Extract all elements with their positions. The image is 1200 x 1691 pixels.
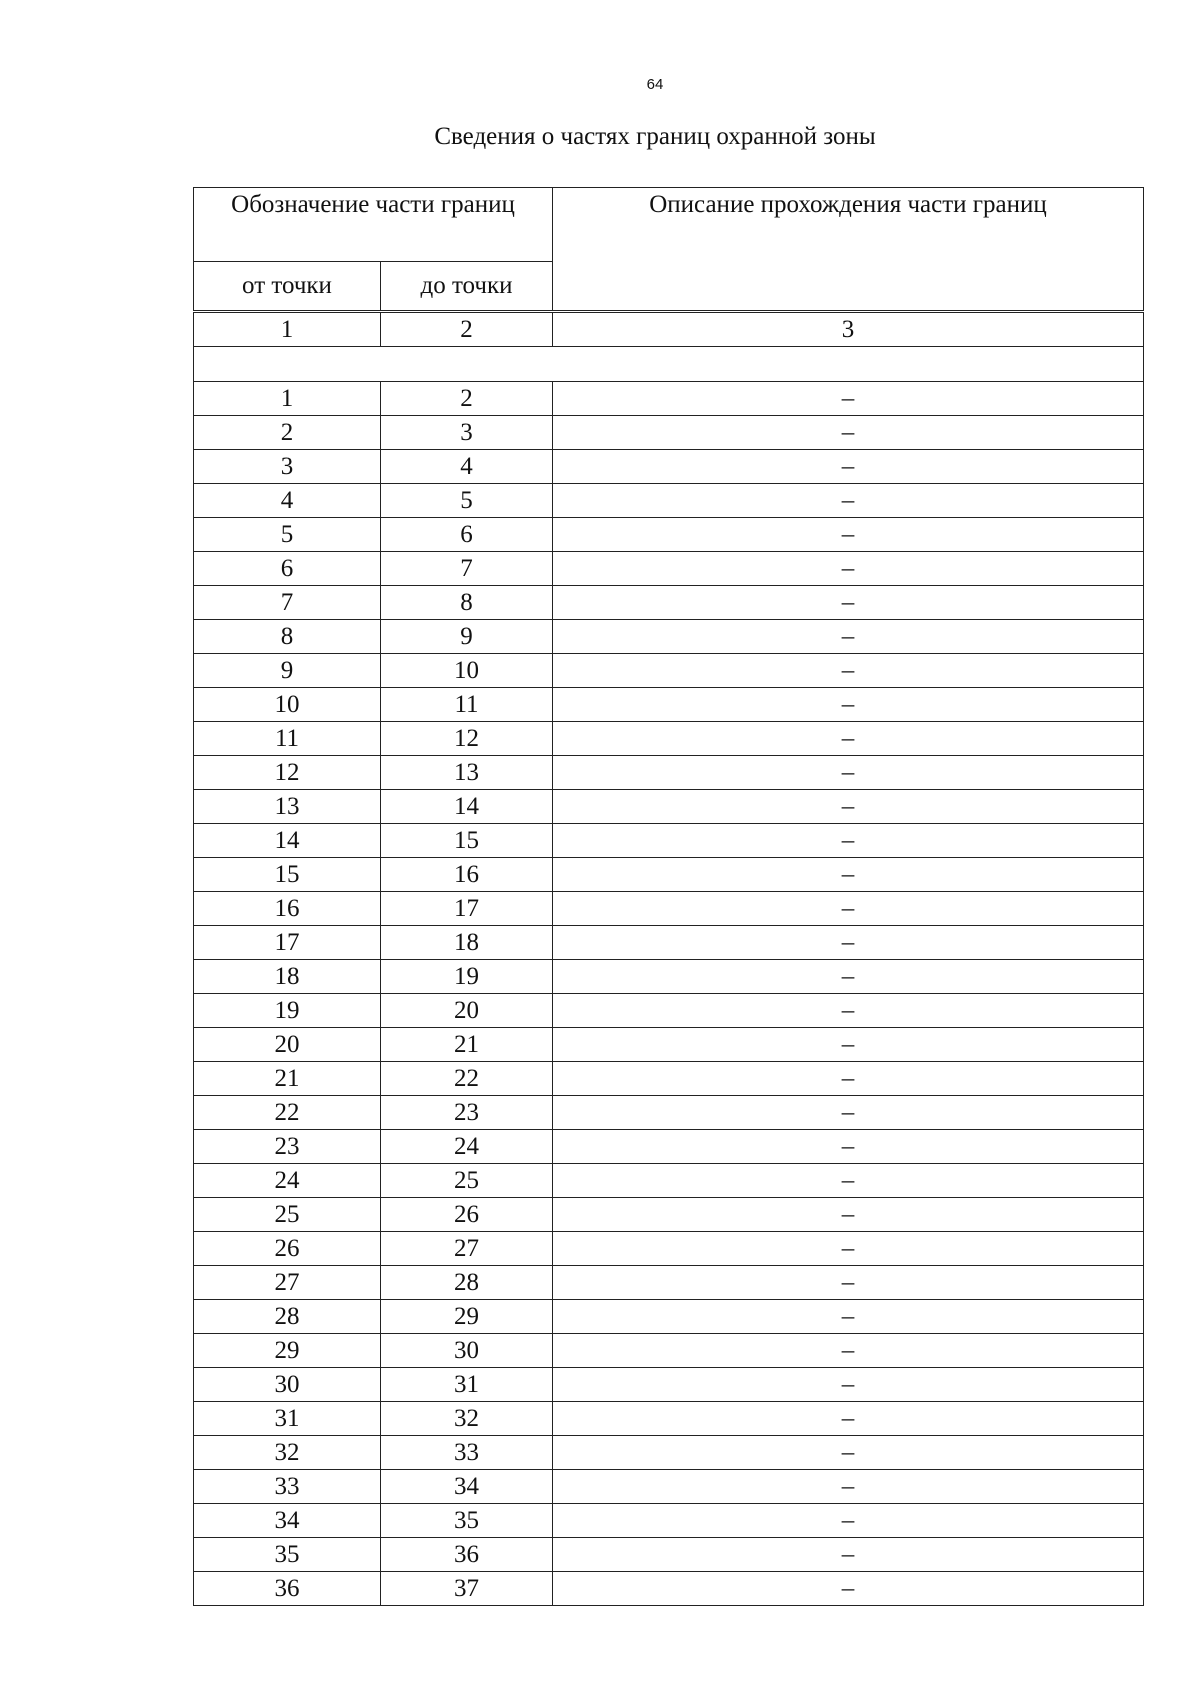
from-point-cell: 34 (194, 1504, 381, 1538)
table-row (194, 1334, 1144, 1368)
table-row (194, 620, 1144, 654)
to-point-cell: 13 (381, 756, 553, 790)
page-title: Сведения о частях границ охранной зоны (434, 123, 876, 150)
table-row (194, 1096, 1144, 1130)
table-row (194, 1232, 1144, 1266)
description-cell: – (553, 1232, 1144, 1266)
from-point-cell: 29 (194, 1334, 381, 1368)
from-point-cell: 26 (194, 1232, 381, 1266)
boundary-parts-table (193, 187, 1144, 1606)
from-point-cell: 36 (194, 1572, 381, 1606)
to-point-cell: 17 (381, 892, 553, 926)
table-row (194, 1028, 1144, 1062)
to-point-cell: 24 (381, 1130, 553, 1164)
table-row (194, 1504, 1144, 1538)
from-point-cell: 2 (194, 416, 381, 450)
description-cell: – (553, 1266, 1144, 1300)
description-cell: – (553, 1028, 1144, 1062)
empty-section-cell (194, 347, 1144, 382)
page-number: 64 (646, 76, 664, 93)
table-row (194, 382, 1144, 416)
from-point-cell: 27 (194, 1266, 381, 1300)
table-row (194, 1300, 1144, 1334)
to-point-cell: 21 (381, 1028, 553, 1062)
table-row (194, 688, 1144, 722)
table-row (194, 1436, 1144, 1470)
to-point-cell: 29 (381, 1300, 553, 1334)
table-row (194, 824, 1144, 858)
to-point-cell: 9 (381, 620, 553, 654)
table-row (194, 654, 1144, 688)
description-cell: – (553, 722, 1144, 756)
description-cell: – (553, 382, 1144, 416)
column-number-2: 2 (381, 312, 553, 347)
table-row (194, 450, 1144, 484)
to-point-cell: 27 (381, 1232, 553, 1266)
to-point-cell: 3 (381, 416, 553, 450)
from-point-cell: 22 (194, 1096, 381, 1130)
to-point-cell: 23 (381, 1096, 553, 1130)
description-cell: – (553, 518, 1144, 552)
to-point-cell: 15 (381, 824, 553, 858)
to-point-cell: 22 (381, 1062, 553, 1096)
to-point-cell: 37 (381, 1572, 553, 1606)
table-row (194, 858, 1144, 892)
description-cell: – (553, 1504, 1144, 1538)
from-point-cell: 14 (194, 824, 381, 858)
to-point-cell: 6 (381, 518, 553, 552)
description-cell: – (553, 1062, 1144, 1096)
description-cell: – (553, 586, 1144, 620)
table-row (194, 552, 1144, 586)
empty-section-row (194, 347, 1144, 382)
header-from-point: от точки (194, 262, 381, 312)
to-point-cell: 19 (381, 960, 553, 994)
from-point-cell: 35 (194, 1538, 381, 1572)
from-point-cell: 19 (194, 994, 381, 1028)
from-point-cell: 18 (194, 960, 381, 994)
table-row (194, 1062, 1144, 1096)
table-row (194, 790, 1144, 824)
from-point-cell: 8 (194, 620, 381, 654)
description-cell: – (553, 858, 1144, 892)
to-point-cell: 32 (381, 1402, 553, 1436)
to-point-cell: 14 (381, 790, 553, 824)
description-cell: – (553, 484, 1144, 518)
description-cell: – (553, 994, 1144, 1028)
to-point-cell: 5 (381, 484, 553, 518)
from-point-cell: 10 (194, 688, 381, 722)
table-row (194, 1402, 1144, 1436)
from-point-cell: 32 (194, 1436, 381, 1470)
from-point-cell: 13 (194, 790, 381, 824)
from-point-cell: 4 (194, 484, 381, 518)
table-row (194, 1572, 1144, 1606)
to-point-cell: 30 (381, 1334, 553, 1368)
to-point-cell: 34 (381, 1470, 553, 1504)
table-row (194, 892, 1144, 926)
description-cell: – (553, 1470, 1144, 1504)
column-number-row (194, 312, 1144, 347)
from-point-cell: 21 (194, 1062, 381, 1096)
to-point-cell: 20 (381, 994, 553, 1028)
table-row (194, 1538, 1144, 1572)
to-point-cell: 4 (381, 450, 553, 484)
header-row-group (194, 188, 1144, 262)
to-point-cell: 16 (381, 858, 553, 892)
description-cell: – (553, 1368, 1144, 1402)
header-boundary-designation: Обозначение части границ (194, 188, 553, 262)
description-cell: – (553, 926, 1144, 960)
table-row (194, 1198, 1144, 1232)
from-point-cell: 1 (194, 382, 381, 416)
description-cell: – (553, 1334, 1144, 1368)
table-row (194, 1368, 1144, 1402)
table-row (194, 416, 1144, 450)
from-point-cell: 9 (194, 654, 381, 688)
table-row (194, 994, 1144, 1028)
table-row (194, 756, 1144, 790)
to-point-cell: 8 (381, 586, 553, 620)
table-row (194, 960, 1144, 994)
to-point-cell: 26 (381, 1198, 553, 1232)
column-number-3: 3 (553, 312, 1144, 347)
from-point-cell: 5 (194, 518, 381, 552)
description-cell: – (553, 1402, 1144, 1436)
from-point-cell: 12 (194, 756, 381, 790)
to-point-cell: 31 (381, 1368, 553, 1402)
from-point-cell: 3 (194, 450, 381, 484)
from-point-cell: 30 (194, 1368, 381, 1402)
description-cell: – (553, 450, 1144, 484)
description-cell: – (553, 1300, 1144, 1334)
table-row (194, 1130, 1144, 1164)
from-point-cell: 28 (194, 1300, 381, 1334)
description-cell: – (553, 654, 1144, 688)
from-point-cell: 17 (194, 926, 381, 960)
to-point-cell: 35 (381, 1504, 553, 1538)
table-row (194, 1164, 1144, 1198)
description-cell: – (553, 620, 1144, 654)
table-body (194, 188, 1144, 1606)
to-point-cell: 33 (381, 1436, 553, 1470)
to-point-cell: 36 (381, 1538, 553, 1572)
from-point-cell: 24 (194, 1164, 381, 1198)
to-point-cell: 11 (381, 688, 553, 722)
from-point-cell: 23 (194, 1130, 381, 1164)
description-cell: – (553, 824, 1144, 858)
to-point-cell: 7 (381, 552, 553, 586)
from-point-cell: 16 (194, 892, 381, 926)
description-cell: – (553, 960, 1144, 994)
header-to-point: до точки (381, 262, 553, 312)
column-number-1: 1 (194, 312, 381, 347)
to-point-cell: 12 (381, 722, 553, 756)
description-cell: – (553, 1538, 1144, 1572)
table-row (194, 518, 1144, 552)
table-row (194, 722, 1144, 756)
from-point-cell: 11 (194, 722, 381, 756)
from-point-cell: 7 (194, 586, 381, 620)
from-point-cell: 33 (194, 1470, 381, 1504)
description-cell: – (553, 1572, 1144, 1606)
description-cell: – (553, 1096, 1144, 1130)
description-cell: – (553, 416, 1144, 450)
to-point-cell: 18 (381, 926, 553, 960)
description-cell: – (553, 1164, 1144, 1198)
description-cell: – (553, 688, 1144, 722)
from-point-cell: 31 (194, 1402, 381, 1436)
table-row (194, 926, 1144, 960)
description-cell: – (553, 1436, 1144, 1470)
to-point-cell: 28 (381, 1266, 553, 1300)
to-point-cell: 2 (381, 382, 553, 416)
description-cell: – (553, 1130, 1144, 1164)
table-row (194, 1266, 1144, 1300)
description-cell: – (553, 892, 1144, 926)
table-row (194, 484, 1144, 518)
description-cell: – (553, 552, 1144, 586)
from-point-cell: 15 (194, 858, 381, 892)
header-boundary-description: Описание прохождения части границ (553, 188, 1144, 312)
to-point-cell: 25 (381, 1164, 553, 1198)
table-row (194, 586, 1144, 620)
to-point-cell: 10 (381, 654, 553, 688)
from-point-cell: 25 (194, 1198, 381, 1232)
from-point-cell: 20 (194, 1028, 381, 1062)
description-cell: – (553, 756, 1144, 790)
table-row (194, 1470, 1144, 1504)
from-point-cell: 6 (194, 552, 381, 586)
description-cell: – (553, 790, 1144, 824)
description-cell: – (553, 1198, 1144, 1232)
